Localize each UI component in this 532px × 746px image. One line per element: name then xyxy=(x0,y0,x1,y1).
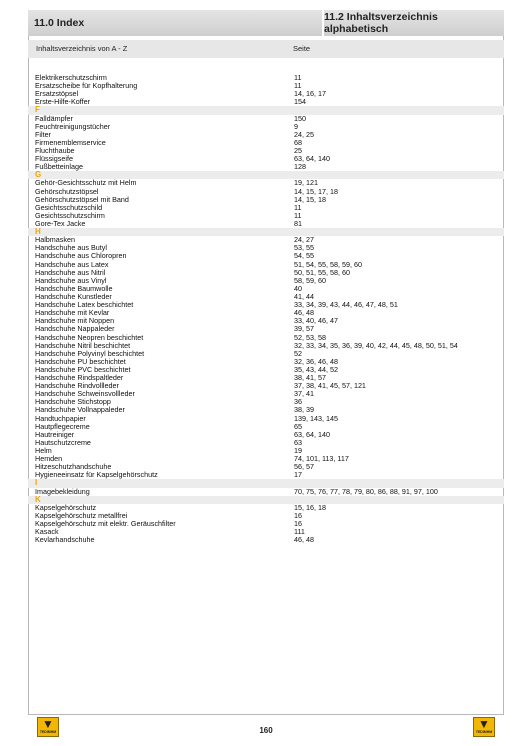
entry-name: Handschuhe mit Kevlar xyxy=(35,308,110,318)
index-entry xyxy=(28,528,504,536)
index-entry xyxy=(28,536,504,544)
entry-name: Handschuhe Polyvinyl beschichtet xyxy=(35,348,145,358)
entry-name: Fluchthaube xyxy=(35,145,75,155)
entry-pages: 63 xyxy=(294,437,302,447)
entry-name: Gehör-Gesichtsschutz mit Helm xyxy=(35,178,137,188)
index-entry xyxy=(28,155,504,163)
entry-name: Hygieneeinsatz für Kapselgehörschutz xyxy=(35,470,158,480)
entry-pages: 35, 43, 44, 52 xyxy=(294,364,338,374)
entry-name: Handschuhe Baumwolle xyxy=(35,283,113,293)
entry-pages: 14, 16, 17 xyxy=(294,89,326,99)
index-entry xyxy=(28,488,504,496)
index-entry xyxy=(28,212,504,220)
entry-name: Handschuhe Kunstleder xyxy=(35,291,112,301)
letter-divider xyxy=(28,496,504,504)
entry-name: Gehörschutzstöpsel mit Band xyxy=(35,194,129,204)
entry-pages: 14, 15, 17, 18 xyxy=(294,186,338,196)
index-entry xyxy=(28,431,504,439)
entry-pages: 16 xyxy=(294,510,302,520)
logo-text: TEDIMHM xyxy=(39,730,57,734)
entry-name: Handtuchpapier xyxy=(35,413,86,423)
brand-logo-right xyxy=(473,717,495,737)
logo-text: TEDIMHM xyxy=(475,730,493,734)
entry-name: Handschuhe Latex beschichtet xyxy=(35,300,134,310)
entry-pages: 39, 57 xyxy=(294,324,314,334)
entry-pages: 150 xyxy=(294,113,306,123)
entry-name: Fußbetteinlage xyxy=(35,162,83,172)
index-entry xyxy=(28,139,504,147)
entry-name: Elektrikerschutzschirm xyxy=(35,73,107,82)
entry-pages: 14, 15, 18 xyxy=(294,194,326,204)
entry-name: Handschuhe Rindvollleder xyxy=(35,381,119,391)
entry-pages: 37, 38, 41, 45, 57, 121 xyxy=(294,381,366,391)
header-right-tab xyxy=(324,10,504,36)
entry-pages: 46, 48 xyxy=(294,308,314,318)
index-entry xyxy=(28,82,504,90)
entry-pages: 52, 53, 58 xyxy=(294,332,326,342)
entry-name: Hautschutzcreme xyxy=(35,437,91,447)
entry-name: Feuchtreinigungstücher xyxy=(35,121,111,131)
entry-name: Hautpflegecreme xyxy=(35,421,90,431)
entry-pages: 11 xyxy=(294,81,302,91)
entry-name: Helm xyxy=(35,446,52,456)
page-number: 160 xyxy=(259,726,273,735)
entry-name: Filter xyxy=(35,129,51,139)
index-entry xyxy=(28,520,504,528)
entry-pages: 40 xyxy=(294,283,302,293)
index-entry xyxy=(28,406,504,414)
index-entry xyxy=(28,220,504,228)
index-list xyxy=(28,74,504,544)
letter-divider xyxy=(28,106,504,114)
index-entry xyxy=(28,98,504,106)
entry-pages: 19 xyxy=(294,446,302,456)
entry-pages: 68 xyxy=(294,137,302,147)
entry-name: Handschuhe Nappaleder xyxy=(35,324,115,334)
entry-pages: 54, 55 xyxy=(294,251,314,261)
index-entry xyxy=(28,147,504,155)
entry-pages: 16 xyxy=(294,519,302,529)
entry-pages: 65 xyxy=(294,421,302,431)
entry-name: Kevlarhandschuhe xyxy=(35,535,95,545)
column-header-name: Inhaltsverzeichnis von A - Z xyxy=(36,44,128,53)
entry-pages: 38, 41, 57 xyxy=(294,373,326,383)
letter-label: K xyxy=(35,494,41,504)
entry-pages: 81 xyxy=(294,218,302,228)
entry-pages: 41, 44 xyxy=(294,291,314,301)
index-entry xyxy=(28,439,504,447)
entry-pages: 17 xyxy=(294,470,302,480)
index-entry xyxy=(28,179,504,187)
entry-pages: 139, 143, 145 xyxy=(294,413,338,423)
entry-pages: 50, 51, 55, 58, 60 xyxy=(294,267,350,277)
entry-pages: 52 xyxy=(294,348,302,358)
letter-label: H xyxy=(35,227,41,237)
entry-pages: 37, 41 xyxy=(294,389,314,399)
entry-pages: 11 xyxy=(294,73,302,82)
logo-mark-icon: ▼ xyxy=(478,717,490,731)
entry-name: Handschuhe Rindspaltleder xyxy=(35,373,124,383)
entry-name: Handschuhe Schweinsvollleder xyxy=(35,389,135,399)
entry-pages: 70, 75, 76, 77, 78, 79, 80, 86, 88, 91, 97, 100 xyxy=(294,486,438,496)
column-header xyxy=(28,40,504,58)
entry-pages: 11 xyxy=(294,210,302,220)
header-left-tab xyxy=(28,10,324,36)
entry-name: Handschuhe PU beschichtet xyxy=(35,356,126,366)
index-entry xyxy=(28,90,504,98)
entry-pages: 32, 36, 46, 48 xyxy=(294,356,338,366)
letter-label: F xyxy=(35,105,40,115)
letter-label: G xyxy=(35,170,42,180)
index-entry xyxy=(28,423,504,431)
entry-pages: 74, 101, 113, 117 xyxy=(294,454,349,464)
entry-pages: 19, 121 xyxy=(294,178,318,188)
entry-pages: 33, 34, 39, 43, 44, 46, 47, 48, 51 xyxy=(294,300,398,310)
index-entry xyxy=(28,471,504,479)
index-entry xyxy=(28,123,504,131)
entry-name: Ersatzstöpsel xyxy=(35,89,79,99)
index-entry xyxy=(28,163,504,171)
entry-name: Kasack xyxy=(35,527,59,537)
index-entry xyxy=(28,447,504,455)
entry-pages: 24, 25 xyxy=(294,129,314,139)
entry-pages: 15, 16, 18 xyxy=(294,502,326,512)
entry-name: Handschuhe PVC beschichtet xyxy=(35,364,131,374)
entry-name: Handschuhe aus Vinyl xyxy=(35,275,107,285)
letter-divider xyxy=(28,228,504,236)
entry-pages: 63, 64, 140 xyxy=(294,154,330,164)
entry-name: Flüssigseife xyxy=(35,154,73,164)
entry-pages: 36 xyxy=(294,397,302,407)
entry-name: Handschuhe mit Noppen xyxy=(35,316,115,326)
logo-mark-icon: ▼ xyxy=(42,717,54,731)
entry-pages: 24, 27 xyxy=(294,235,314,245)
entry-name: Hemden xyxy=(35,454,63,464)
entry-pages: 9 xyxy=(294,121,298,131)
entry-pages: 128 xyxy=(294,162,306,172)
entry-name: Gore-Tex Jacke xyxy=(35,218,86,228)
entry-name: Handschuhe aus Latex xyxy=(35,259,109,269)
section-title: 11.0 Index xyxy=(34,17,85,29)
entry-name: Kapselgehörschutz mit elektr. Geräuschfilter xyxy=(35,519,176,529)
entry-pages: 11 xyxy=(294,202,302,212)
entry-name: Halbmasken xyxy=(35,235,75,245)
index-entry xyxy=(28,415,504,423)
entry-name: Falldämpfer xyxy=(35,113,73,123)
entry-name: Kapselgehörschutz xyxy=(35,502,97,512)
entry-pages: 25 xyxy=(294,145,302,155)
entry-name: Imagebekleidung xyxy=(35,486,90,496)
subsection-title: 11.2 Inhaltsverzeichnis alphabetisch xyxy=(324,11,438,35)
entry-name: Handschuhe Neopren beschichtet xyxy=(35,332,144,342)
entry-name: Handschuhe Nitril beschichtet xyxy=(35,340,131,350)
entry-pages: 111 xyxy=(294,527,305,537)
entry-name: Handschuhe Vollnappaleder xyxy=(35,405,125,415)
entry-name: Handschuhe aus Chloropren xyxy=(35,251,127,261)
entry-name: Hautreiniger xyxy=(35,429,75,439)
entry-pages: 58, 59, 60 xyxy=(294,275,326,285)
entry-name: Hitzeschutzhandschuhe xyxy=(35,462,112,472)
entry-pages: 51, 54, 55, 58, 59, 60 xyxy=(294,259,362,269)
entry-pages: 46, 48 xyxy=(294,535,314,545)
entry-name: Gehörschutzstöpsel xyxy=(35,186,99,196)
page-header xyxy=(28,10,504,36)
entry-name: Handschuhe Stichstopp xyxy=(35,397,111,407)
entry-pages: 56, 57 xyxy=(294,462,314,472)
entry-name: Ersatzscheibe für Kopfhalterung xyxy=(35,81,138,91)
letter-label: I xyxy=(35,478,38,488)
entry-pages: 38, 39 xyxy=(294,405,314,415)
entry-name: Kapselgehörschutz metallfrei xyxy=(35,510,128,520)
entry-pages: 32, 33, 34, 35, 36, 39, 40, 42, 44, 45, 48, 50, 51, 54 xyxy=(294,340,458,350)
entry-name: Erste-Hilfe-Koffer xyxy=(35,97,90,107)
entry-pages: 63, 64, 140 xyxy=(294,429,330,439)
entry-name: Gesichtsschutzschild xyxy=(35,202,103,212)
entry-name: Gesichtsschutzschirm xyxy=(35,210,105,220)
entry-name: Handschuhe aus Nitril xyxy=(35,267,106,277)
column-header-page: Seite xyxy=(293,44,311,53)
entry-name: Handschuhe aus Butyl xyxy=(35,243,107,253)
entry-name: Firmenemblemservice xyxy=(35,137,106,147)
entry-pages: 154 xyxy=(294,97,306,107)
entry-pages: 53, 55 xyxy=(294,243,314,253)
entry-pages: 33, 40, 46, 47 xyxy=(294,316,338,326)
